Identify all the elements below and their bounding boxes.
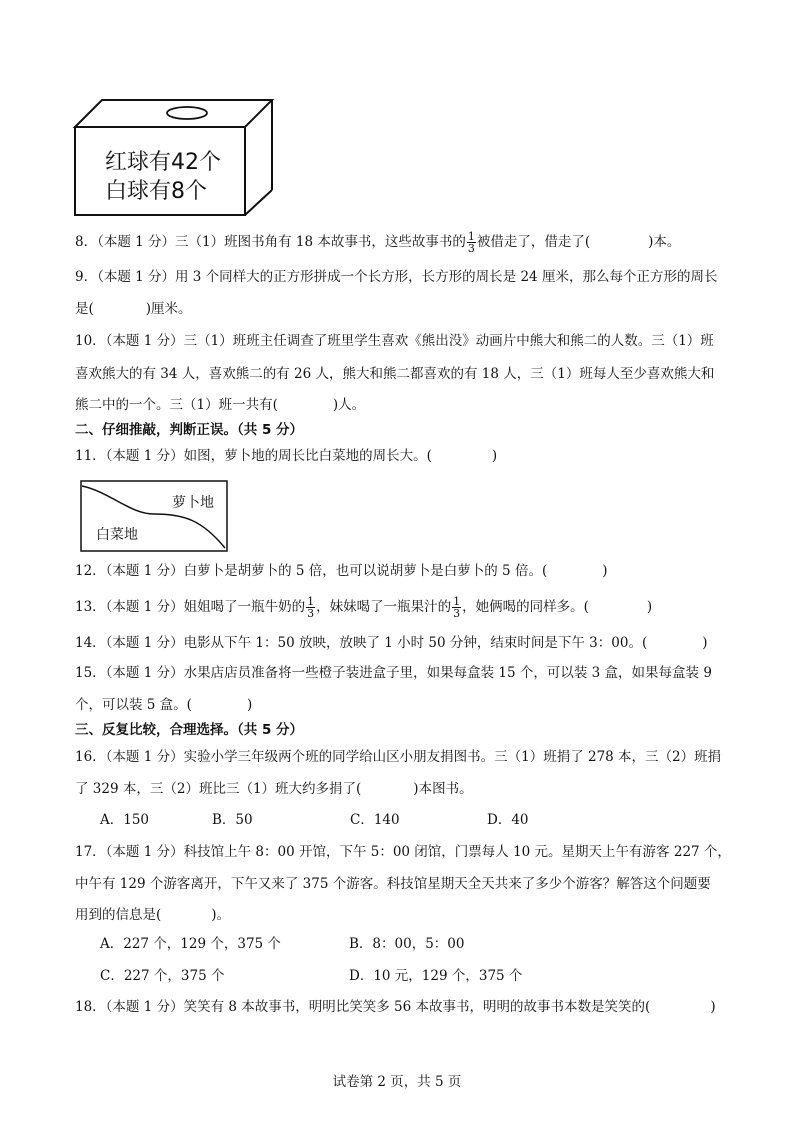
question-17-line3: 用到的信息是( )。: [75, 907, 231, 923]
question-18: 18．（本题 1 分）笑笑有 8 本故事书，明明比笑笑多 56 本故事书，明明的故事书本数是笑笑的( ): [75, 999, 716, 1015]
question-10-line3: 熊二中的一个。三（1）班一共有( )人。: [75, 397, 366, 413]
field-label-cabbage: 白菜地: [96, 527, 138, 543]
question-16-line1: 16．（本题 1 分）实验小学三年级两个班的同学给山区小朋友捐图书。三（1）班捐了 278 本，三（2）班捐: [75, 749, 722, 765]
field-label-radish: 萝卜地: [172, 495, 214, 511]
q16-option-b[interactable]: B．50: [212, 812, 253, 828]
question-8: 8．（本题 1 分）三（1）班图书角有 18 本故事书，这些故事书的 $\frac{1}{3}$ 被借走了，借走了( )本。: [75, 230, 681, 255]
q17-option-c[interactable]: C．227 个，375 个: [100, 968, 225, 984]
box-label-white: 白球有8个: [105, 179, 207, 204]
q16-option-a[interactable]: A．150: [100, 812, 150, 828]
q17-option-b[interactable]: B．8：00，5：00: [349, 936, 465, 952]
fraction-one-third: $\frac{1}{3}$: [453, 595, 461, 620]
question-16-line2: 了 329 本，三（2）班比三（1）班大约多捐了( )本图书。: [75, 781, 473, 797]
q17-option-d[interactable]: D．10 元，129 个，375 个: [349, 968, 523, 984]
fraction-one-third: $\frac{1}{3}$: [467, 230, 475, 255]
question-9-line1: 9．（本题 1 分）用 3 个同样大的正方形拼成一个长方形，长方形的周长是 24 厘米，那么每个正方形的周长: [75, 269, 718, 285]
q16-option-d[interactable]: D．40: [487, 812, 529, 828]
question-10-line1: 10．（本题 1 分）三（1）班班主任调查了班里学生喜欢《熊出没》动画片中熊大和熊二的人数。三（1）班: [75, 333, 714, 349]
question-17-line1: 17．（本题 1 分）科技馆上午 8：00 开馆，下午 5：00 闭馆，门票每人 10 元。星期天上午有游客 227 个，: [75, 844, 731, 860]
question-11: 11．（本题 1 分）如图，萝卜地的周长比白菜地的周长大。( ): [75, 448, 498, 464]
box-label-red: 红球有42个: [105, 150, 221, 175]
question-9-line2: 是( )厘米。: [75, 301, 192, 317]
section-2-heading: 二、仔细推敲，判断正误。（共 5 分）: [75, 422, 304, 438]
question-15-line1: 15．（本题 1 分）水果店店员准备将一些橙子装进盒子里，如果每盒装 15 个，可以装 3 盒，如果每盒装 9: [75, 665, 712, 681]
question-17-line2: 中午有 129 个游客离开，下午又来了 375 个游客。科技馆星期天全天共来了多少个游客？解答这个问题要: [75, 876, 711, 892]
page-footer: 试卷第 2 页，共 5 页: [332, 1074, 462, 1090]
question-10-line2: 喜欢熊大的有 34 人，喜欢熊二的有 26 人，熊大和熊二都喜欢的有 18 人，三（1）班每人至少喜欢熊大和: [75, 366, 715, 382]
q16-option-c[interactable]: C．140: [350, 812, 400, 828]
question-15-line2: 个，可以装 5 盒。( ): [75, 697, 253, 713]
q17-option-a[interactable]: A．227 个，129 个，375 个: [100, 936, 281, 952]
section-3-heading: 三、反复比较，合理选择。（共 5 分）: [75, 722, 304, 738]
question-14: 14．（本题 1 分）电影从下午 1：50 放映，放映了 1 小时 50 分钟，结束时间是下午 3：00。( ): [75, 635, 708, 651]
fraction-one-third: $\frac{1}{3}$: [307, 595, 315, 620]
question-13: 13．（本题 1 分）姐姐喝了一瓶牛奶的 $\frac{1}{3}$ ，妹妹喝了一瓶果汁的 $\frac{1}{3}$ ，她俩喝的同样多。( ): [75, 595, 653, 620]
question-12: 12．（本题 1 分）白萝卜是胡萝卜的 5 倍，也可以说胡萝卜是白萝卜的 5 倍。( ): [75, 563, 608, 579]
